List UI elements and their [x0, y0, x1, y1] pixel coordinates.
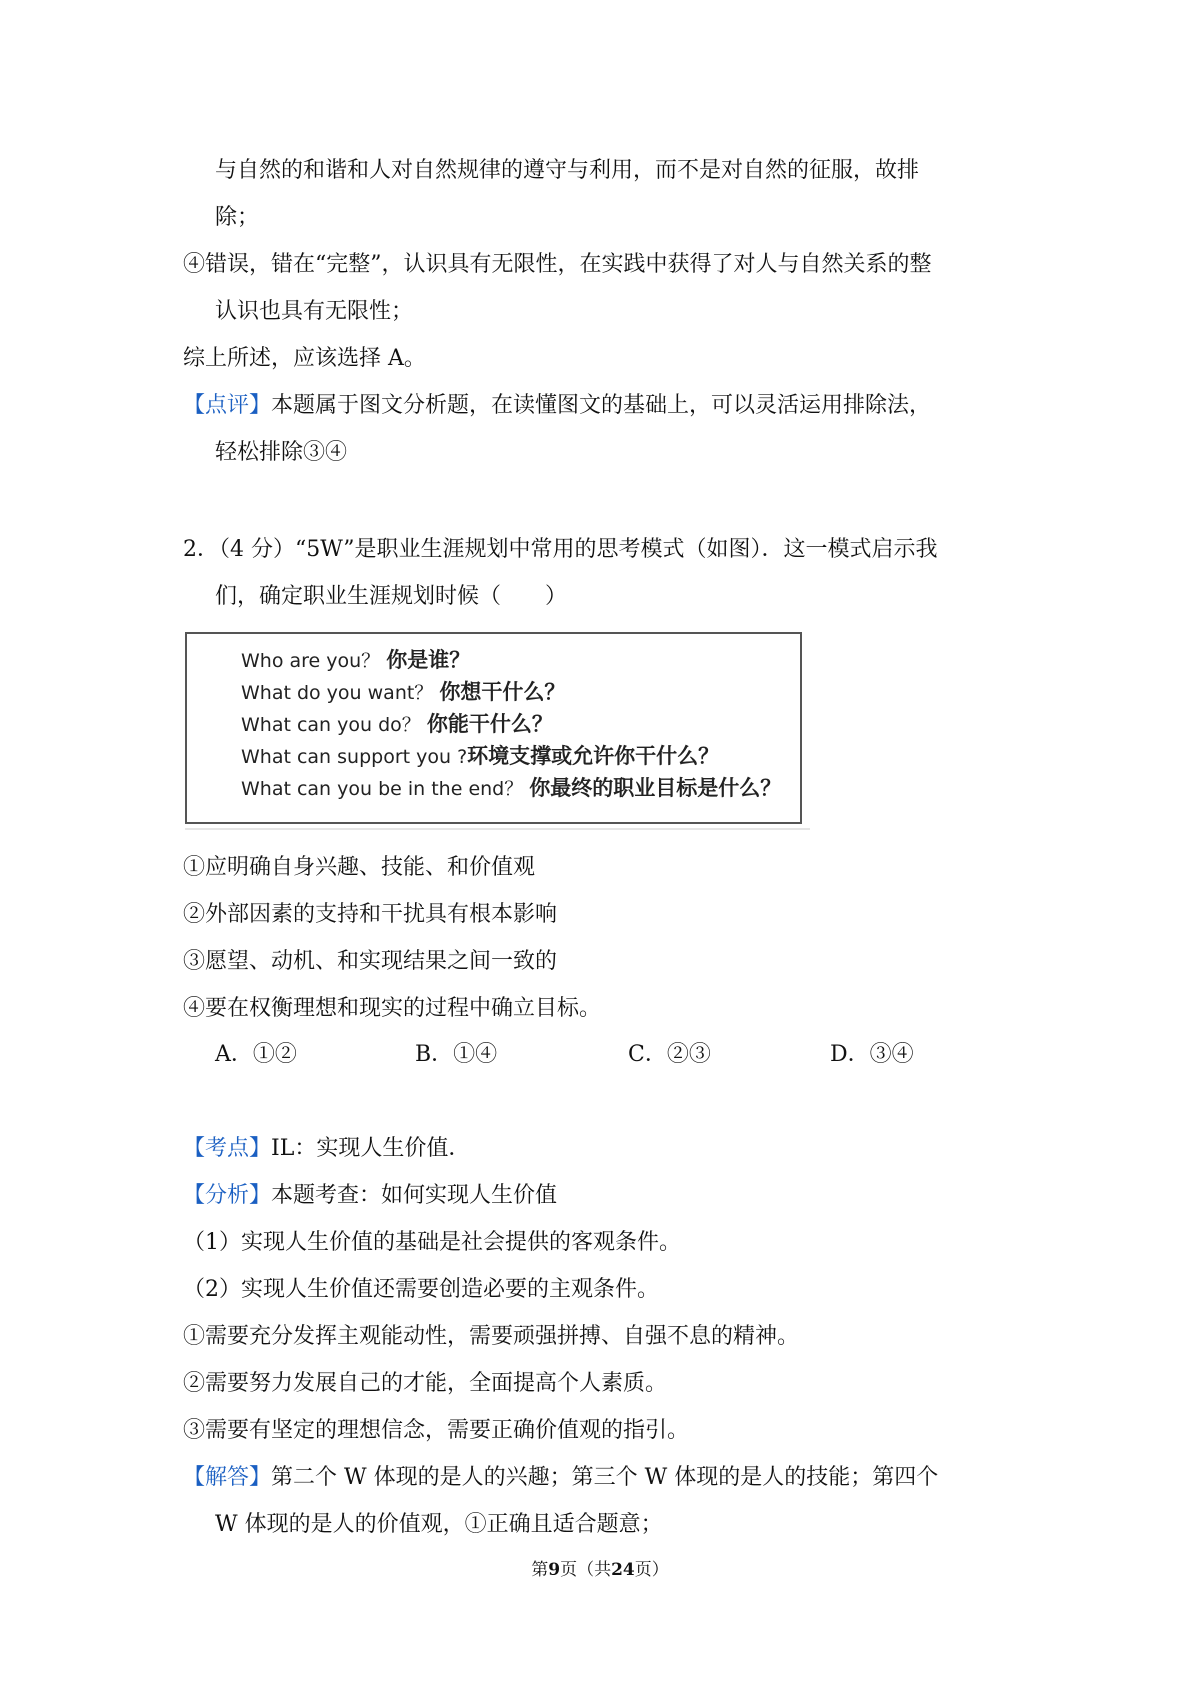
figure-row: What can you do？ 你能干什么？ — [241, 712, 553, 736]
jieda-cont: W 体现的是人的价值观，①正确且适合题意； — [215, 1512, 663, 1537]
text-line: 除； — [215, 205, 260, 230]
fenxi-tag: 【分析】 — [183, 1183, 272, 1208]
analysis-line: （1）实现人生价值的基础是社会提供的客观条件。 — [183, 1230, 681, 1255]
option-d: D．③④ — [830, 1042, 914, 1067]
analysis-line: ③需要有坚定的理想信念，需要正确价值观的指引。 — [183, 1418, 690, 1443]
analysis-line: （2）实现人生价值还需要创造必要的主观条件。 — [183, 1277, 659, 1302]
kaodian-text: IL：实现人生价值． — [271, 1136, 471, 1161]
option-a: A．①② — [215, 1042, 297, 1067]
figure-row: Who are you？ 你是谁？ — [241, 648, 471, 672]
figure-row: What do you want？ 你想干什么？ — [241, 680, 566, 704]
kaodian-tag: 【考点】 — [183, 1136, 272, 1161]
figure-shadow — [185, 828, 810, 830]
text-line: ④错误，错在“完整”，认识具有无限性，在实践中获得了对人与自然关系的整 — [183, 252, 932, 277]
text-line: 与自然的和谐和人对自然规律的遵守与利用，而不是对自然的征服，故排 — [215, 158, 920, 183]
statement-3: ③愿望、动机、和实现结果之间一致的 — [183, 949, 558, 974]
figure-row: What can support you ?环境支撑或允许你干什么？ — [241, 744, 720, 768]
option-c: C．②③ — [628, 1042, 711, 1067]
text-line: 综上所述，应该选择 A。 — [183, 346, 426, 371]
figure-row: What can you be in the end？ 你最终的职业目标是什么？ — [241, 776, 782, 800]
jieda-text: 第二个 W 体现的是人的兴趣；第三个 W 体现的是人的技能；第四个 — [271, 1465, 939, 1490]
option-b: B．①④ — [415, 1042, 498, 1067]
statement-4: ④要在权衡理想和现实的过程中确立目标。 — [183, 996, 602, 1021]
comment-line — [183, 391, 931, 421]
page-footer: 第9页（共24页） — [531, 1560, 669, 1580]
jieda-line — [183, 1463, 938, 1493]
question-stem: 2．（4 分）“5W”是职业生涯规划中常用的思考模式（如图）．这一模式启示我 — [183, 537, 938, 562]
fenxi-text: 本题考查：如何实现人生价值 — [271, 1183, 558, 1208]
jieda-tag: 【解答】 — [183, 1465, 272, 1490]
page-number: 9 — [548, 1560, 561, 1580]
statement-2: ②外部因素的支持和干扰具有根本影响 — [183, 902, 558, 927]
analysis-line: ②需要努力发展自己的才能，全面提高个人素质。 — [183, 1371, 668, 1396]
fenxi-line — [183, 1181, 557, 1211]
analysis-line: ①需要充分发挥主观能动性，需要顽强拼搏、自强不息的精神。 — [183, 1324, 800, 1349]
text-line: 认识也具有无限性； — [215, 299, 414, 324]
comment-cont: 轻松排除③④ — [215, 440, 348, 465]
five-w-figure — [185, 632, 802, 824]
statement-1: ①应明确自身兴趣、技能、和价值观 — [183, 855, 536, 880]
page-total: 24 — [611, 1560, 635, 1580]
comment-text: 本题属于图文分析题，在读懂图文的基础上，可以灵活运用排除法， — [271, 393, 932, 418]
kaodian-line — [183, 1134, 470, 1164]
question-stem-cont: 们，确定职业生涯规划时候（ ） — [215, 584, 568, 609]
comment-tag: 【点评】 — [183, 393, 272, 418]
